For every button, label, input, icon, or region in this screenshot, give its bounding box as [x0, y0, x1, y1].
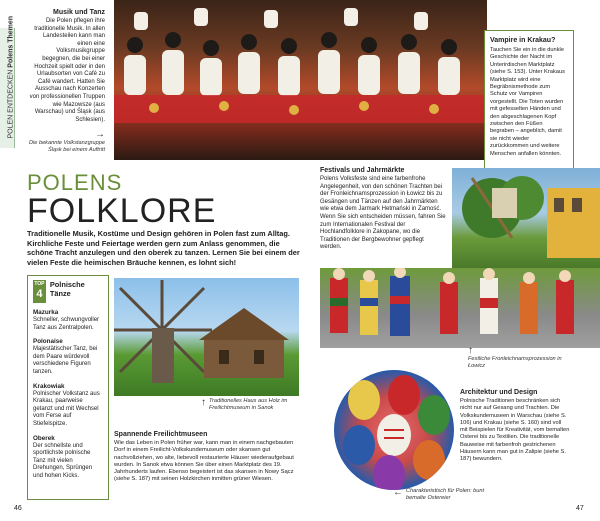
dance-list: [33, 309, 103, 481]
dance-name: Mazurka: [33, 309, 59, 316]
intro-text: Traditionelle Musik, Kostüme und Design gehören in Polen fast zum Alltag. Kirchliche Feste und Feiertage werden gern zum Anlass genommen, die schöne Tracht anzulegen und den oberek zu tanzen. Lernen Sie bei einem der vielen Feste die heimischen Bräuche kennen, es lohnt sich!: [27, 229, 300, 267]
procession-top-illustration: [452, 168, 600, 268]
museum-caption: Traditionelles Haus aus Holz im Freilichtmuseum in Sanok: [209, 398, 288, 411]
arrow-up-icon: ↑: [468, 345, 473, 356]
design-text: Polnische Traditionen beschränken sich nicht nur auf Gesang und Trachten. Die Volkskundemuseen in Warschau (siehe S. 106) und Krakau (siehe S. 160) sind voll mit Beispielen für Kreativität, vom bemalten Osterei bis zu Textilien. Die traditionelle Bauweise mit farbenfroh gestrichenen Häusern kann man gut in Zalipie (siehe S. 187) bewundern.: [460, 398, 570, 463]
easter-eggs-photo: [334, 370, 454, 490]
top4-badge: [33, 280, 46, 303]
arrow-left-icon: ←: [393, 487, 403, 498]
page-number-left: 46: [14, 505, 22, 512]
top4-number: 4: [36, 288, 43, 300]
procession-photo-top: [452, 168, 600, 268]
music-caption: Die bekannte Volkstanzgruppe Śląsk bei einem Auftritt: [29, 140, 105, 154]
dance-name: Oberek: [33, 434, 55, 442]
dance-text: Polnischer Volkstanz aus Krakau, paarweise getanzt und mit Wechsel vom Ferse auf Stiefelspitze.: [33, 390, 100, 427]
arrow-right-icon: →: [95, 129, 105, 141]
page-title: [27, 172, 216, 228]
folk-dance-photo: [114, 0, 487, 160]
list-item: [33, 338, 103, 376]
design-section: [460, 388, 570, 464]
windmill-illustration: [114, 278, 299, 396]
music-heading: Musik und Tanz: [53, 9, 105, 16]
dance-text: Majestätischer Tanz, bei dem Paare würdevoll verschiedene Figuren tanzen.: [33, 346, 98, 375]
procession-illustration: [320, 268, 600, 348]
vampire-heading: Vampire in Krakau?: [490, 37, 556, 44]
list-item: [33, 383, 103, 429]
museum-heading: Spannende Freilichtmuseen: [114, 431, 208, 438]
music-section: [27, 8, 105, 154]
top4-heading: Polnische Tänze: [49, 280, 85, 298]
list-item: [33, 435, 103, 481]
top4-label: TOP: [34, 281, 45, 287]
festivals-section: [320, 166, 446, 252]
eggs-illustration: [334, 370, 454, 490]
arrow-up-icon: ↑: [201, 397, 206, 408]
festivals-heading: Festivals und Jahrmärkte: [320, 167, 405, 174]
museum-text: Wie das Leben in Polen früher war, kann man in einem nachgebauten Dorf in einem Freilicht-Volkskundemuseum oder skansen gut nachvollziehen, wo alte, liebevoll restaurierte Häuser wiederaufgebaut wurden. In Sanok etwa können Sie über einen Marktplatz des 19. Jahrhunderts laufen. Ebenso begeistert ist das skansen in Nowy Sącz (siehe S. 187) mit seinen Holzkirchen inmitten grüner Wiesen.: [114, 440, 294, 483]
procession-caption: Festliche Fronleichnamsprozession in Łowicz: [468, 356, 562, 369]
title-line-2: FOLKLORE: [27, 192, 217, 230]
list-item: [33, 309, 103, 332]
dance-name: Krakowiak: [33, 382, 65, 390]
museum-photo: [114, 278, 299, 396]
vampire-text: Tauchen Sie ein in die dunkle Geschichte der Nacht im Unterirdischen Marktplatz (siehe S. 153). Unter Krakaus Marktplatz wird eine Begräbnismethode zum Schutz vor Vampiren vorgestellt. Die Toten wurden mit gefesselten Händen und den abgeschlagenen Kopf zwischen den Füßen begraben – angeblich, damit sie nicht wieder zurückkommen und weitere Menschen anfallen könnten.: [490, 47, 565, 157]
dance-text: Der schnellste und sportlichste polnische Tanz mit vielen Drehungen, Sprüngen und hohen Kicks.: [33, 442, 93, 479]
title-line-1: POLENS: [27, 170, 123, 195]
page-number-right: 47: [576, 505, 584, 512]
dance-text: Schneller, schwungvoller Tanz aus Zentralpolen.: [33, 317, 100, 331]
eggs-caption: Charakteristisch für Polen: bunt bemalte Ostereier: [406, 488, 485, 501]
design-heading: Architektur und Design: [460, 389, 538, 396]
dance-name: Polonaise: [33, 338, 63, 346]
top4-box: [27, 275, 109, 500]
procession-caption-block: [468, 346, 568, 370]
music-text: Die Polen pflegen ihre traditionelle Musik. In allen Landesteilen kann man einen eine Volksmusikgruppe begegnen, die bei einer Hochzeit spielt oder in den Urlaubsorten von Café zu Café wandert. Hatten Sie Ausschau nach Konzerten von professionellen Truppen wie Mazowsze (aus Warschau) und Śląsk (aus Schlesien).: [29, 18, 105, 123]
festivals-text: Polens Volksfeste sind eine farbenfrohe Angelegenheit, von den schönen Trachten bei der Fronleichnamsprozession in Łowicz bis zu Gesängen und Tänzen auf den Jahrmärkten wie etwa dem Jarmark Hetmański in Zamość. Wenn Sie sich entscheiden müssen, fahren Sie zum Internationalen Festival der Hochlandfolklore in Zakopane, wo die Traditionen der Bergbewohner gepflegt werden.: [320, 176, 446, 251]
procession-photo: [320, 268, 600, 348]
section-tab-label: POLEN ENTDECKEN Polens Themen: [7, 15, 15, 139]
museum-section: [114, 430, 304, 484]
dancers-illustration: [114, 0, 487, 160]
eggs-caption-block: [393, 488, 498, 502]
museum-caption-block: [201, 398, 299, 412]
